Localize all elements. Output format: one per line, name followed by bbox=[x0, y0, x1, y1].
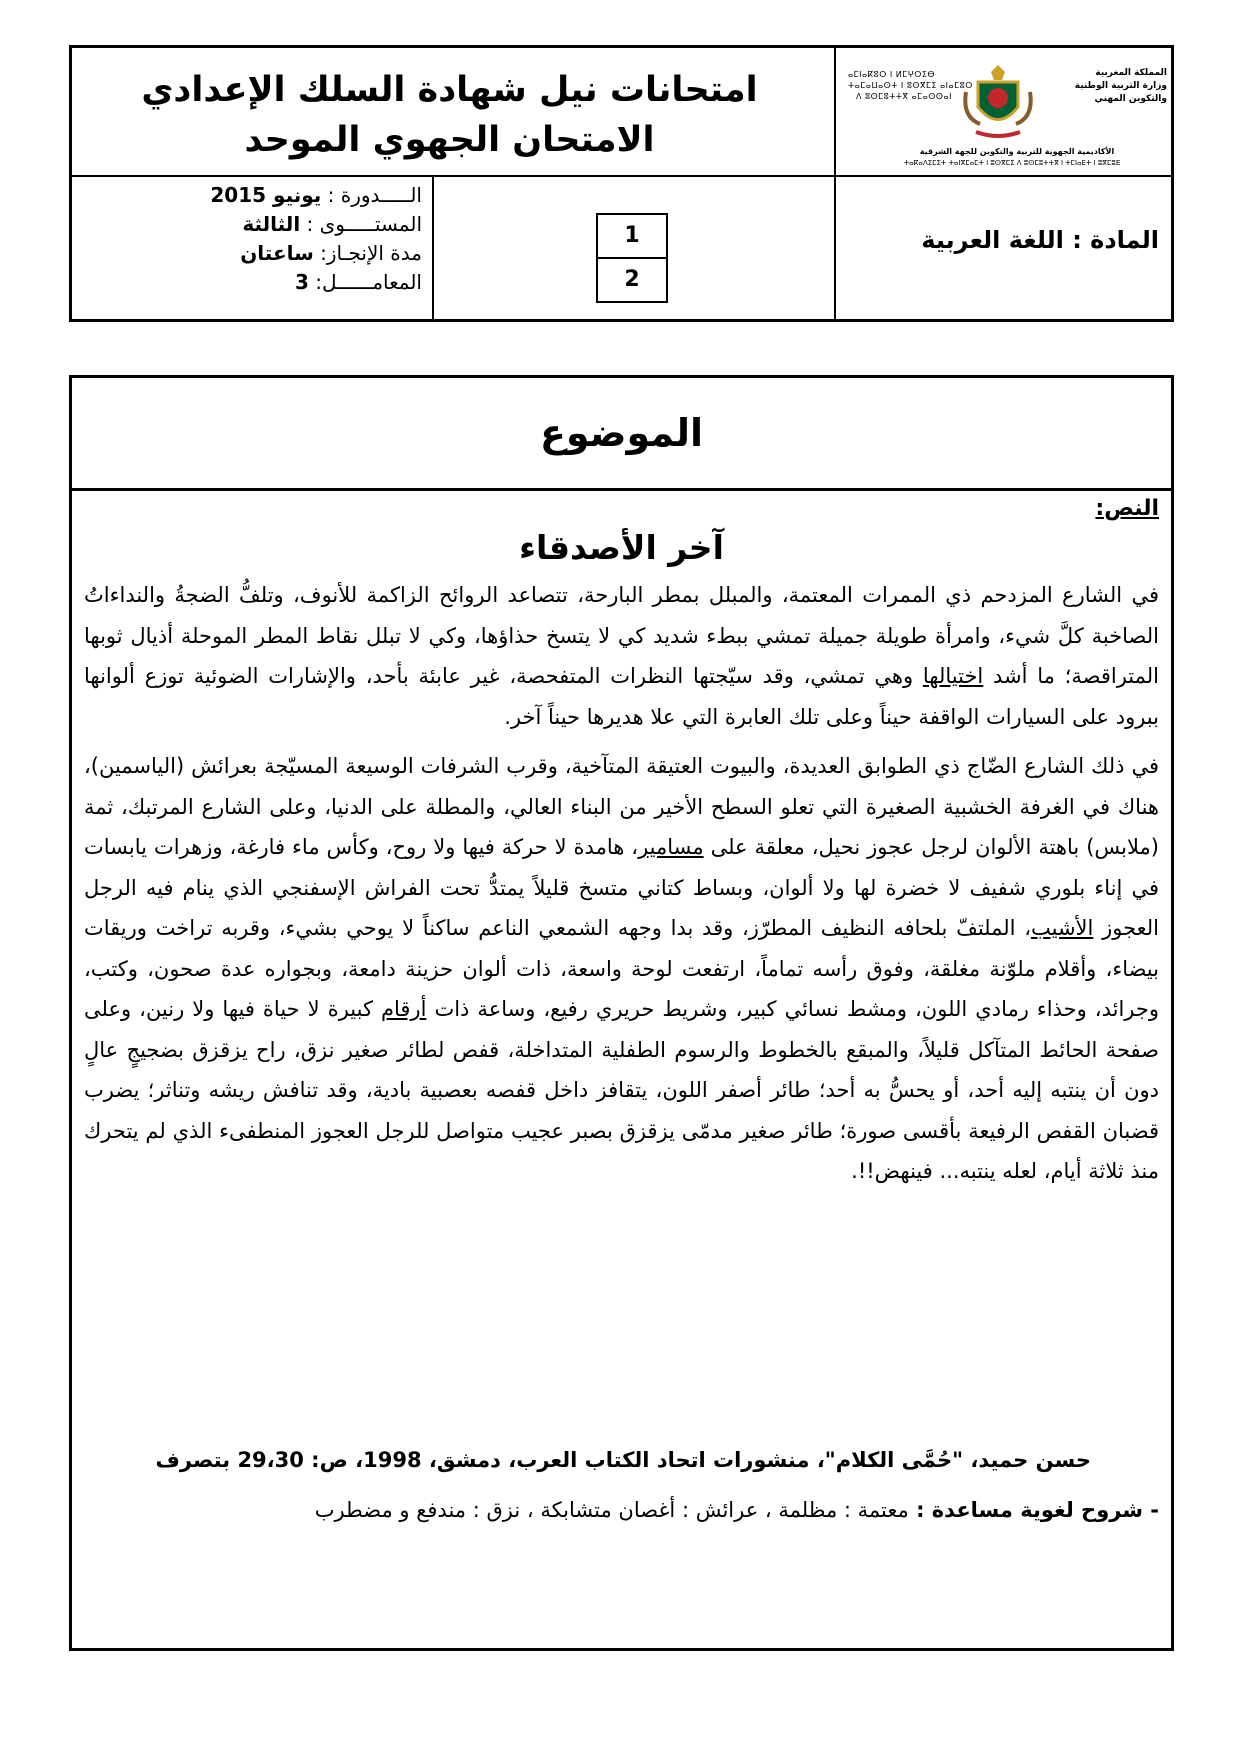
coat-of-arms-icon bbox=[958, 62, 1038, 142]
logo-tifinagh-2: ⵜⴰⵎⴰⵡⴰⵙⵜ ⵏ ⵓⵙⴳⵎⵉ ⴰⵏⴰⵎⵓⵔ bbox=[848, 81, 973, 90]
para2-part-a: في ذلك الشارع الضّاج ذي الطوابق العديدة، والبيوت العتيقة المتآخية، وقرب الشرفات الوسيعة المسيّجة بعرائش (الياسمين)، هناك في الغرفة الخشبية الصغيرة التي تعلو السطح الأخير من البناء العالي، والمطلة على الدنيا، وعلى الشارع المرتبك، ثمة (ملابس) باهتة الألوان لرجل عجوز نحيل، معلقة على bbox=[84, 754, 1159, 859]
level-row bbox=[82, 210, 422, 239]
logo-arabic-3: والتكوين المهني bbox=[1094, 94, 1167, 104]
header-row-divider bbox=[72, 175, 1171, 177]
session-label: الـــــدورة : bbox=[321, 183, 422, 207]
exam-title-line2: الامتحان الجهوي الموحد bbox=[244, 120, 655, 160]
level-value: الثالثة bbox=[242, 212, 301, 236]
para2-part-b: ، هامدة لا حركة فيها ولا روح، وكأس ماء فارغة، وزهرات يابسات في إناء بلوري شفيف لا خضرة لها ولا ألوان، وبساط كتاني متسخ قليلاً يمتدُّ تحت الفراش الإسفنجي الذي ينام فيه الرجل العجوز bbox=[84, 835, 1159, 940]
text-label: النص: bbox=[1095, 496, 1159, 521]
page-number-2: 2 bbox=[596, 257, 668, 303]
para2-underlined-2: الأشيب bbox=[1031, 916, 1094, 940]
para1-underlined: اختيالها bbox=[922, 664, 984, 688]
exam-info-block bbox=[82, 181, 422, 297]
glossary-text: معتمة : مظلمة ، عرائش : أغصان متشابكة ، نزق : مندفع و مضطرب bbox=[314, 1498, 909, 1522]
duration-value: ساعتان bbox=[240, 241, 314, 265]
exam-title-line1: امتحانات نيل شهادة السلك الإعدادي bbox=[141, 70, 758, 110]
text-source: حسن حميد، "حُمَّى الكلام"، منشورات اتحاد الكتاب العرب، دمشق، 1998، ص: 29،30 بتصرف bbox=[155, 1448, 1091, 1472]
header-info-divider bbox=[432, 175, 434, 319]
session-value: يونيو 2015 bbox=[210, 183, 322, 207]
coef-label: المعامــــــل: bbox=[308, 270, 422, 294]
coef-value: 3 bbox=[295, 270, 309, 294]
subject-label: المادة : اللغة العربية bbox=[921, 226, 1159, 254]
logo-academy-ar: الأكاديمية الجهوية للتربية والتكوين للجهة الشرقية bbox=[919, 147, 1115, 156]
para2-part-d: كبيرة لا حياة فيها ولا رنين، وعلى صفحة الحائط المتآكل قليلاً، والمبقع بالخطوط والرسوم الطفلية المتداخلة، قفص لطائر صغير نزق، راح يزقزق بضجيجٍ عالٍ دون أن ينتبه إليه أحد، أو يحسُّ به أحد؛ طائر أصفر اللون، يتقافز داخل قفصه بعصبية بادية، وقد تنافش ريشه وتناثر؛ يضرب قضبان القفص الرفيعة بأقسى صورة؛ طائر صغير مدمّى يزقزق بصبر عجيب متواصل للرجل العجوز المنطفىء الذي لم يتحرك منذ ثلاثة أيام، لعله ينتبه... فينهض!!. bbox=[84, 997, 1159, 1183]
paragraph-1 bbox=[84, 575, 1159, 737]
glossary bbox=[132, 1498, 1159, 1522]
coef-row bbox=[82, 268, 422, 297]
glossary-label: - شروح لغوية مساعدة : bbox=[908, 1498, 1159, 1522]
para2-underlined-1: مسامير bbox=[638, 835, 704, 859]
logo-arabic-2: وزارة التربية الوطنية bbox=[1074, 81, 1167, 91]
section-title-divider bbox=[72, 488, 1171, 491]
header-col-divider bbox=[834, 48, 836, 319]
paragraph-2 bbox=[84, 746, 1159, 1192]
section-title: الموضوع bbox=[539, 411, 704, 455]
subject-box bbox=[69, 375, 1174, 1651]
duration-label: مدة الإنجـاز: bbox=[313, 241, 422, 265]
logo-academy-tif: ⵜⴰⴽⴰⴷⵉⵎⵉⵜ ⵜⴰⵏⴳⵎⴰⵎⵜ ⵏ ⵓⵙⴳⵎⵉ ⴷ ⵓⵙⵎⵓⵜⵜⴳ ⵏ ⵜⵎⵏⴰⴹⵜ ⵏ ⵓⴳⵎⵓⴹ bbox=[903, 159, 1121, 167]
page-number-1: 1 bbox=[596, 213, 668, 259]
session-row bbox=[82, 181, 422, 210]
text-title: آخر الأصدقاء bbox=[519, 528, 724, 567]
level-label: المستـــــوى : bbox=[300, 212, 422, 236]
para2-underlined-3: أرقام bbox=[380, 997, 427, 1021]
para1-part-b: وهي تمشي، وقد سيّجتها النظرات المتفحصة، غير عابئة بأحد، والإشارات الضوئية توزع ألوانها ببرود على السيارات الواقفة حيناً وعلى تلك العابرة التي علا هديرها حيناً آخر. bbox=[84, 664, 1159, 729]
para2-part-c: ، الملتفّ بلحافه النظيف المطرّز، وقد بدا وجهه الشمعي الناعم ساكناً لا يوحي بشيء، وقربه تراخت وريقات بيضاء، وأقلام ملوّنة مغلقة، وفوق رأسه تماماً، ارتفعت لوحة واسعة، ذات ألوان حزينة دامعة، وبجواره عدة صحون، وكتب، وجرائد، وحذاء رمادي اللون، ومشط نسائي كبير، وشريط حريري رفيع، وساعة ذات bbox=[84, 916, 1159, 1021]
ministry-logo bbox=[842, 54, 1167, 172]
logo-tifinagh-1: ⴰⵎⵏⴰⴽⵓⵔ ⵏ ⵍⵎⵖⵔⵉⴱ bbox=[848, 70, 935, 79]
logo-tifinagh-3: ⴷ ⵓⵙⵎⵓⵜⵜⴳ ⴰⵎⴰⵙⵙⴰⵏ bbox=[856, 92, 953, 101]
duration-row bbox=[82, 239, 422, 268]
exam-header-table bbox=[69, 45, 1174, 322]
logo-arabic-1: المملكة المغربية bbox=[1095, 68, 1167, 78]
para1-part-a: في الشارع المزدحم ذي الممرات المعتمة، والمبلل بمطر البارحة، تتصاعد الروائح الزاكمة للأنوف، وتلفُّ الضجةُ والنداءاتُ الصاخبة كلَّ شيء، وامرأة طويلة جميلة تمشي ببطء شديد كي لا يتسخ حذاؤها، وكي لا تبلل نقاط المطر الموحلة أذيال ثوبها المتراقصة؛ ما أشد bbox=[84, 583, 1159, 688]
